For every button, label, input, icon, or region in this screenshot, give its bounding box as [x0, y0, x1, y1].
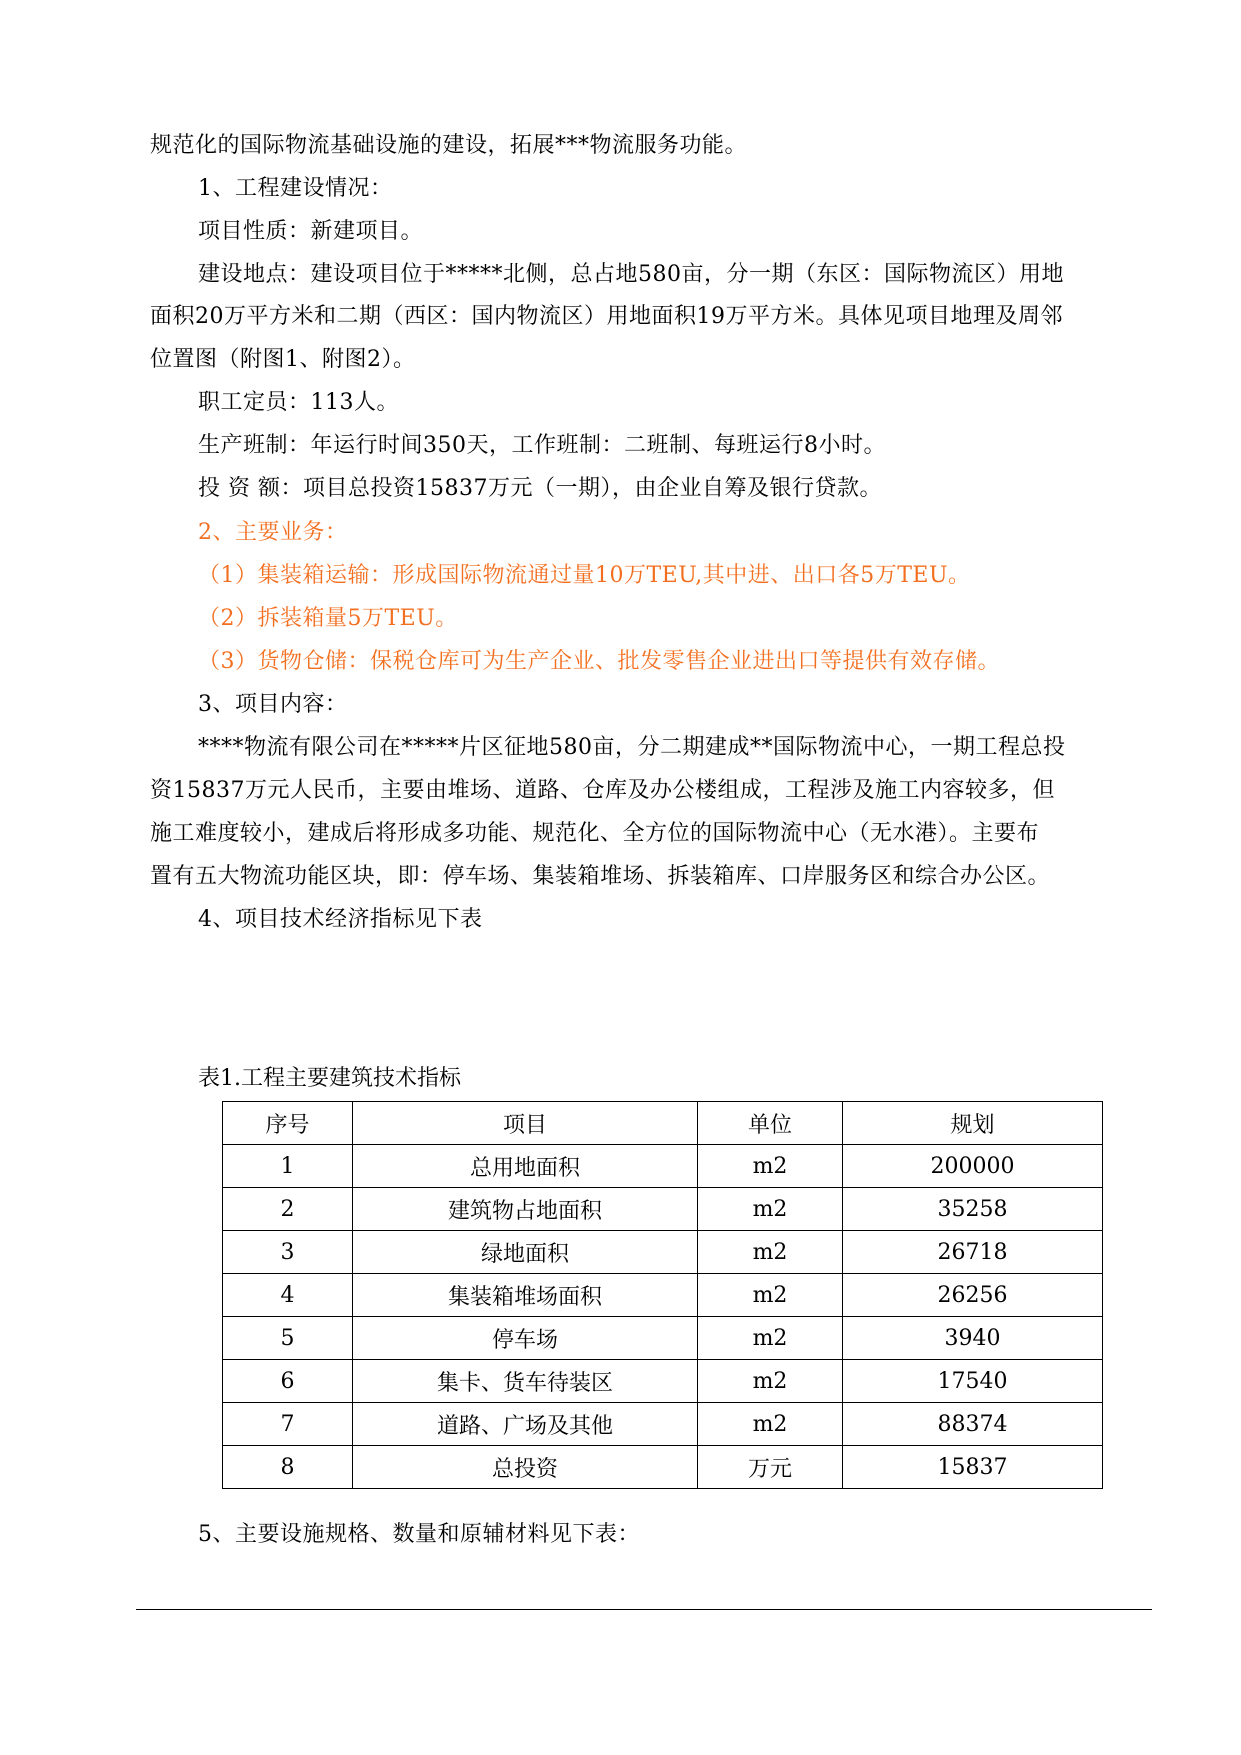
cell-plan: 200000	[843, 1145, 1103, 1188]
content-line-2: 资15837万元人民币，主要由堆场、道路、仓库及办公楼组成，工程涉及施工内容较多，但	[150, 778, 1055, 803]
table-row	[223, 1145, 1103, 1188]
cell-unit: m2	[698, 1274, 843, 1317]
paragraph-intro: 规范化的国际物流基础设施的建设，拓展***物流服务功能。	[150, 133, 748, 158]
table-row	[223, 1360, 1103, 1403]
heading-indicators: 4、项目技术经济指标见下表	[198, 907, 483, 932]
cell-item: 总用地面积	[353, 1145, 698, 1188]
content-line-1: ****物流有限公司在*****片区征地580亩，分二期建成**国际物流中心，一期工程总投	[198, 735, 1066, 760]
staff-count: 职工定员：113人。	[198, 390, 399, 415]
table-row	[223, 1317, 1103, 1360]
business-item-2: （2）拆装箱量5万TEU。	[198, 606, 458, 631]
cell-unit: 万元	[698, 1446, 843, 1489]
table-row	[223, 1403, 1103, 1446]
table-row	[223, 1231, 1103, 1274]
cell-unit: m2	[698, 1188, 843, 1231]
cell-index: 2	[223, 1188, 353, 1231]
heading-facilities: 5、主要设施规格、数量和原辅材料见下表：	[198, 1522, 640, 1547]
cell-unit: m2	[698, 1145, 843, 1188]
cell-index: 4	[223, 1274, 353, 1317]
table-row	[223, 1446, 1103, 1489]
cell-index: 7	[223, 1403, 353, 1446]
header-item: 项目	[353, 1102, 698, 1145]
cell-unit: m2	[698, 1231, 843, 1274]
cell-item: 道路、广场及其他	[353, 1403, 698, 1446]
table-row	[223, 1188, 1103, 1231]
table-caption: 表1.工程主要建筑技术指标	[198, 1066, 461, 1091]
cell-unit: m2	[698, 1403, 843, 1446]
cell-plan: 88374	[843, 1403, 1103, 1446]
cell-item: 集装箱堆场面积	[353, 1274, 698, 1317]
footer-divider	[136, 1609, 1152, 1610]
cell-index: 5	[223, 1317, 353, 1360]
cell-index: 6	[223, 1360, 353, 1403]
cell-item: 集卡、货车待装区	[353, 1360, 698, 1403]
project-nature: 项目性质：新建项目。	[198, 219, 424, 244]
cell-item: 绿地面积	[353, 1231, 698, 1274]
cell-plan: 26256	[843, 1274, 1103, 1317]
shift-system: 生产班制：年运行时间350天，工作班制：二班制、每班运行8小时。	[198, 433, 886, 458]
site-line-1: 建设地点：建设项目位于*****北侧，总占地580亩，分一期（东区：国际物流区）用地	[198, 262, 1064, 287]
cell-plan: 15837	[843, 1446, 1103, 1489]
cell-unit: m2	[698, 1360, 843, 1403]
site-line-3: 位置图（附图1、附图2）。	[150, 347, 416, 372]
business-item-1: （1）集装箱运输：形成国际物流通过量10万TEU,其中进、出口各5万TEU。	[198, 563, 971, 588]
header-plan: 规划	[843, 1102, 1103, 1145]
cell-unit: m2	[698, 1317, 843, 1360]
table-header-row	[223, 1102, 1103, 1145]
cell-plan: 35258	[843, 1188, 1103, 1231]
business-item-3: （3）货物仓储：保税仓库可为生产企业、批发零售企业进出口等提供有效存储。	[198, 649, 1000, 674]
header-unit: 单位	[698, 1102, 843, 1145]
cell-item: 总投资	[353, 1446, 698, 1489]
heading-business: 2、主要业务：	[198, 520, 348, 545]
content-line-3: 施工难度较小，建成后将形成多功能、规范化、全方位的国际物流中心（无水港）。主要布	[150, 821, 1040, 846]
table-row	[223, 1274, 1103, 1317]
cell-index: 8	[223, 1446, 353, 1489]
cell-plan: 26718	[843, 1231, 1103, 1274]
cell-index: 3	[223, 1231, 353, 1274]
heading-construction: 1、工程建设情况：	[198, 176, 393, 201]
site-line-2: 面积20万平方米和二期（西区：国内物流区）用地面积19万平方米。具体见项目地理及周邻	[150, 304, 1063, 329]
header-index: 序号	[223, 1102, 353, 1145]
indicator-table	[222, 1101, 1103, 1489]
content-line-4: 置有五大物流功能区块，即：停车场、集装箱堆场、拆装箱库、口岸服务区和综合办公区。	[150, 864, 1051, 889]
heading-content: 3、项目内容：	[198, 692, 348, 717]
cell-index: 1	[223, 1145, 353, 1188]
cell-plan: 3940	[843, 1317, 1103, 1360]
cell-item: 建筑物占地面积	[353, 1188, 698, 1231]
cell-item: 停车场	[353, 1317, 698, 1360]
cell-plan: 17540	[843, 1360, 1103, 1403]
investment: 投 资 额：项目总投资15837万元（一期），由企业自筹及银行贷款。	[198, 476, 882, 501]
